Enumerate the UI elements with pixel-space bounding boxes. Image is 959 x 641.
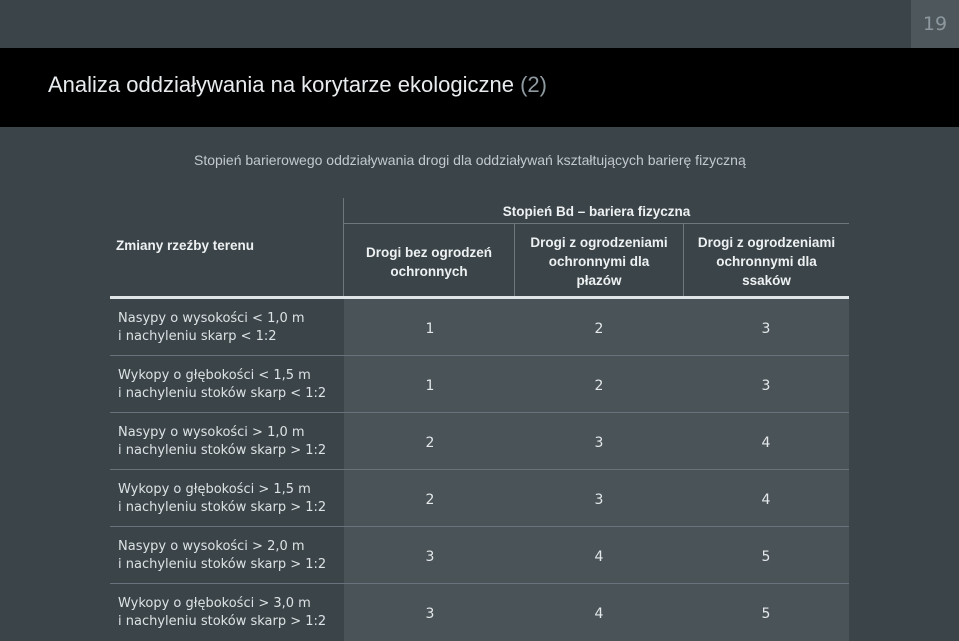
row-label-line: Nasypy o wysokości > 2,0 m	[118, 539, 305, 554]
cell-mammal-fence: 5	[761, 606, 771, 622]
header-line: ochronnych	[390, 264, 468, 279]
cell-amphibian-fence: 4	[594, 606, 604, 622]
row-label-line: i nachyleniu stoków skarp > 1:2	[118, 443, 327, 458]
header-line: płazów	[576, 273, 622, 288]
table-caption: Stopień barierowego oddziaływania drogi dla oddziaływań kształtujących barierę fizyczną	[194, 152, 746, 168]
table-data-area	[344, 299, 849, 641]
cell-no-fence: 2	[425, 435, 435, 451]
slide-title-text: Analiza oddziaływania na korytarze ekologiczne	[48, 72, 514, 97]
header-line: Drogi z ogrodzeniami	[530, 235, 668, 250]
table-row-label	[118, 595, 326, 631]
row-label-line: i nachyleniu stoków skarp > 1:2	[118, 500, 327, 515]
cell-mammal-fence: 4	[761, 435, 771, 451]
header-roads-mammal-fence	[684, 233, 849, 290]
cell-no-fence: 1	[425, 378, 435, 394]
cell-amphibian-fence: 2	[594, 378, 604, 394]
row-label-line: i nachyleniu skarp < 1:2	[118, 329, 277, 344]
table-row-label	[118, 538, 326, 574]
cell-mammal-fence: 3	[761, 321, 771, 337]
header-roads-amphibian-fence	[515, 233, 683, 290]
cell-no-fence: 3	[425, 549, 435, 565]
table-row-label	[118, 310, 305, 346]
header-line: ochronnymi dla	[548, 254, 650, 269]
header-line: ssaków	[742, 273, 791, 288]
header-rule	[110, 296, 849, 299]
slide-title	[48, 72, 547, 98]
cell-amphibian-fence: 3	[594, 435, 604, 451]
row-label-line: i nachyleniu stoków skarp > 1:2	[118, 557, 327, 572]
row-divider	[110, 469, 849, 470]
row-label-line: Wykopy o głębokości > 3,0 m	[118, 596, 311, 611]
header-line: Drogi bez ogrodzeń	[366, 245, 492, 260]
title-band	[0, 48, 959, 127]
row-divider	[110, 526, 849, 527]
header-line: ochronnymi dla	[716, 254, 817, 269]
row-label-line: Wykopy o głębokości > 1,5 m	[118, 482, 311, 497]
row-divider	[110, 412, 849, 413]
cell-amphibian-fence: 2	[594, 321, 604, 337]
row-label-line: Nasypy o wysokości > 1,0 m	[118, 425, 305, 440]
cell-mammal-fence: 3	[761, 378, 771, 394]
cell-no-fence: 1	[425, 321, 435, 337]
row-divider	[110, 583, 849, 584]
header-barrier-group: Stopień Bd – bariera fizyczna	[502, 204, 691, 219]
slide-title-number: (2)	[520, 72, 547, 97]
header-line: Drogi z ogrodzeniami	[697, 235, 836, 250]
table-row-label	[118, 481, 326, 517]
cell-amphibian-fence: 3	[594, 492, 604, 508]
page-number: 19	[911, 0, 959, 48]
cell-mammal-fence: 5	[761, 549, 771, 565]
top-band	[0, 0, 959, 48]
cell-mammal-fence: 4	[761, 492, 771, 508]
header-group-divider	[344, 223, 849, 224]
table-row-label	[118, 424, 326, 460]
row-label-line: Nasypy o wysokości < 1,0 m	[118, 311, 305, 326]
cell-no-fence: 2	[425, 492, 435, 508]
header-roads-no-fence	[344, 243, 514, 281]
cell-no-fence: 3	[425, 606, 435, 622]
row-divider	[110, 355, 849, 356]
header-terrain-changes: Zmiany rzeźby terenu	[116, 238, 255, 253]
row-label-line: i nachyleniu stoków skarp > 1:2	[118, 614, 327, 629]
cell-amphibian-fence: 4	[594, 549, 604, 565]
table-row-label	[118, 367, 326, 403]
row-label-line: i nachyleniu stoków skarp < 1:2	[118, 386, 327, 401]
row-label-line: Wykopy o głębokości < 1,5 m	[118, 368, 311, 383]
